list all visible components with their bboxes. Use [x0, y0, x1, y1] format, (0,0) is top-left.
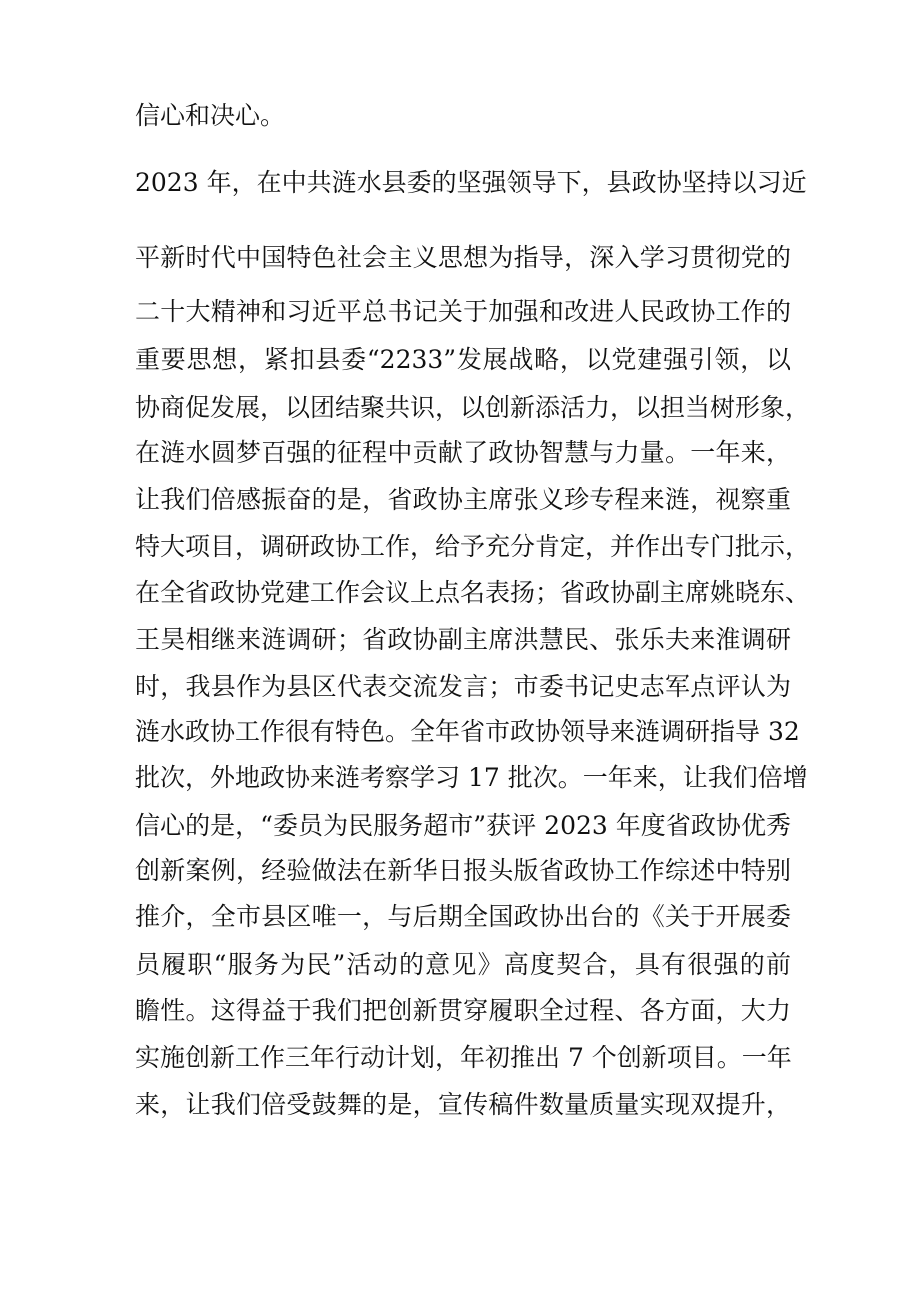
text-line: 平新时代中国特色社会主义思想为指导，深入学习贯彻党的	[135, 243, 791, 272]
text-line: 在全省政协党建工作会议上点名表扬；省政协副主席姚晓东、	[135, 578, 811, 607]
text-line: 涟水政协工作很有特色。全年省市政协领导来涟调研指导 32	[135, 717, 800, 746]
text-line: 信心的是，“委员为民服务超市”获评 2023 年度省政协优秀	[135, 811, 791, 840]
text-line: 创新案例，经验做法在新华日报头版省政协工作综述中特别	[135, 856, 791, 885]
text-line: 来，让我们倍受鼓舞的是，宣传稿件数量质量实现双提升，	[135, 1090, 791, 1119]
text-line: 批次，外地政协来涟考察学习 17 批次。一年来，让我们倍增	[135, 763, 808, 792]
text-line: 在涟水圆梦百强的征程中贡献了政协智慧与力量。一年来，	[135, 438, 791, 467]
text-line: 实施创新工作三年行动计划，年初推出 7 个创新项目。一年	[135, 1043, 792, 1072]
text-line: 特大项目，调研政协工作，给予充分肯定，并作出专门批示，	[135, 532, 811, 561]
text-line: 员履职“服务为民”活动的意见》高度契合，具有很强的前	[135, 950, 791, 979]
text-line: 时，我县作为县区代表交流发言；市委书记史志军点评认为	[135, 672, 791, 701]
text-line: 王昊相继来涟调研；省政协副主席洪慧民、张乐夫来淮调研	[135, 625, 791, 654]
text-line: 推介，全市县区唯一，与后期全国政协出台的《关于开展委	[135, 902, 791, 931]
text-line: 2023 年，在中共涟水县委的坚强领导下，县政协坚持以习近	[135, 168, 807, 197]
text-line: 重要思想，紧扣县委“2233”发展战略，以党建强引领，以	[135, 345, 791, 374]
text-line: 让我们倍感振奋的是，省政协主席张义珍专程来涟，视察重	[135, 485, 791, 514]
text-line: 二十大精神和习近平总书记关于加强和改进人民政协工作的	[135, 297, 791, 326]
text-line: 协商促发展，以团结聚共识，以创新添活力，以担当树形象，	[135, 393, 811, 422]
text-line: 信心和决心。	[135, 101, 286, 130]
text-line: 瞻性。这得益于我们把创新贯穿履职全过程、各方面，大力	[135, 996, 791, 1025]
